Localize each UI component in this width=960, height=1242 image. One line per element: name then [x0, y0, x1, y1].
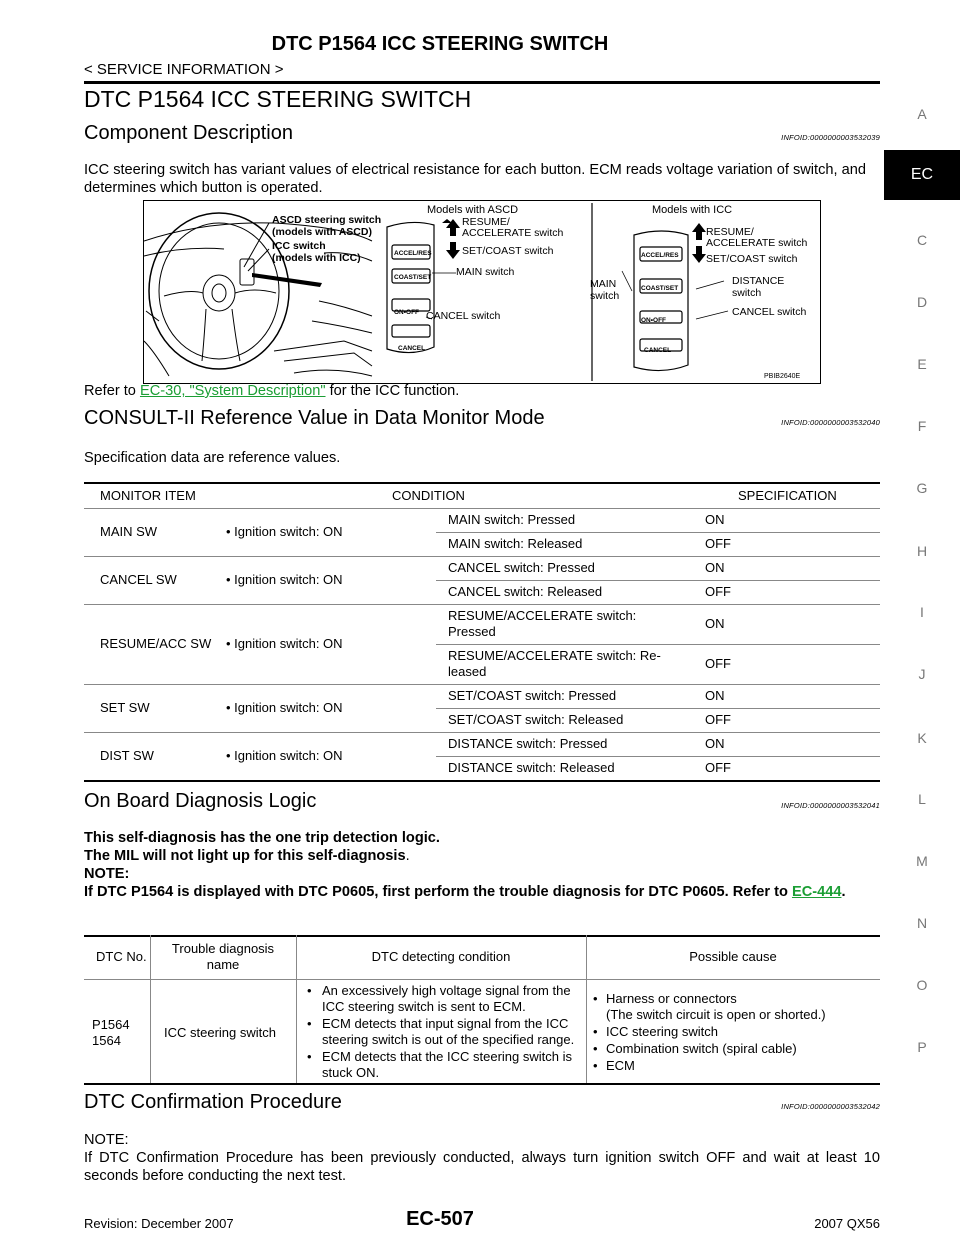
icc-distance-2: switch	[732, 287, 762, 299]
sub-condition: CANCEL switch: Pressed	[448, 560, 595, 575]
confirmation-note-label: NOTE:	[84, 1132, 129, 1148]
dtc-condition-item: An excessively high voltage signal from the ICC steering switch is sent to ECM.	[322, 983, 571, 1014]
sidebar-item-m[interactable]: M	[916, 853, 928, 869]
system-description-link[interactable]: EC-30, "System Description"	[139, 383, 326, 399]
ascd-set: SET/COAST switch	[462, 245, 554, 257]
icc-arrows-icon	[692, 223, 706, 263]
sub-condition: DISTANCE switch: Released	[448, 760, 615, 775]
ec-444-link[interactable]: EC-444	[791, 884, 842, 900]
confirmation-note-text: If DTC Confirmation Procedure has been previously conducted, always turn ignition switch OFF and wait at least 10 seconds before conducting the next test.	[84, 1150, 880, 1184]
icc-resume-2: ACCELERATE switch	[706, 237, 808, 249]
footer-revision: Revision: December 2007	[84, 1216, 234, 1231]
column-header: CONDITION	[392, 488, 465, 503]
specification: ON	[705, 616, 725, 631]
specification: ON	[705, 688, 725, 703]
bullet: •	[593, 1024, 598, 1039]
obd-line2-text: The MIL will not light up for this self-diagnosis	[84, 848, 406, 864]
sidebar-item-f[interactable]: F	[917, 418, 927, 434]
specification: OFF	[705, 536, 731, 551]
sidebar-item-active[interactable]: EC	[884, 150, 960, 200]
page-header-title: DTC P1564 ICC STEERING SWITCH	[271, 33, 609, 55]
sub-condition: RESUME/ACCELERATE switch: Re- leased	[448, 648, 661, 679]
sidebar-item-d[interactable]: D	[916, 294, 928, 310]
dtc-table-bottom-rule	[84, 1083, 880, 1085]
bullet: •	[307, 1049, 312, 1064]
specification: ON	[705, 736, 725, 751]
dtc-header-divider	[84, 979, 880, 980]
sub-condition: RESUME/ACCELERATE switch: Pressed	[448, 608, 637, 639]
ascd-main: MAIN switch	[456, 266, 515, 278]
icc-btn-accel: ACCEL/RES	[641, 252, 679, 259]
confirmation-heading: DTC Confirmation Procedure	[84, 1091, 342, 1113]
ascd-btn-accel: ACCEL/RES	[394, 250, 432, 257]
obd-note-end: .	[841, 884, 846, 900]
specification: OFF	[705, 712, 731, 727]
ascd-resume-2: ACCELERATE switch	[462, 227, 564, 239]
specification: ON	[705, 560, 725, 575]
condition: • Ignition switch: ON	[226, 748, 343, 763]
section-label: < SERVICE INFORMATION >	[84, 61, 284, 78]
column-header: Possible cause	[689, 949, 777, 964]
ascd-switch-illustration	[372, 219, 452, 359]
table-bottom-rule	[84, 780, 880, 782]
sidebar-item-g[interactable]: G	[916, 480, 928, 496]
dtc-name: ICC steering switch	[164, 1025, 276, 1040]
steering-switch-figure	[143, 200, 821, 384]
condition: • Ignition switch: ON	[226, 524, 343, 539]
refer-suffix: for the ICC function.	[325, 383, 460, 399]
sidebar-item-a[interactable]: A	[917, 106, 927, 122]
row-divider	[84, 684, 880, 685]
sub-condition: DISTANCE switch: Pressed	[448, 736, 608, 751]
header-rule	[84, 81, 880, 84]
dtc-condition-item: ECM detects that input signal from the ICC steering switch is out of the specified range.	[322, 1016, 575, 1047]
specification: OFF	[705, 584, 731, 599]
col-divider	[296, 935, 297, 1083]
row-divider	[84, 556, 880, 557]
row-divider	[84, 732, 880, 733]
sub-divider	[436, 644, 880, 645]
bullet: •	[307, 1016, 312, 1031]
monitor-item: SET SW	[100, 700, 150, 715]
condition: • Ignition switch: ON	[226, 700, 343, 715]
monitor-item: DIST SW	[100, 748, 154, 763]
icc-btn-coast: COAST/SET	[641, 285, 679, 292]
sidebar-item-j[interactable]: J	[918, 666, 926, 682]
icc-title: Models with ICC	[652, 204, 733, 216]
callout-ascd-2: (models with ASCD)	[272, 226, 372, 238]
monitor-item: CANCEL SW	[100, 572, 177, 587]
obd-heading: On Board Diagnosis Logic	[84, 790, 317, 812]
icc-resume-1: RESUME/	[706, 226, 754, 238]
icc-btn-onoff: ON•OFF	[641, 317, 667, 324]
refer-line	[84, 382, 880, 400]
bullet: •	[593, 991, 598, 1006]
component-description-text: ICC steering switch has variant values of electrical resistance for each button. ECM reads voltage variation of switch, and determines which button is operated.	[84, 162, 866, 196]
bullet: •	[593, 1041, 598, 1056]
obd-line2-end: .	[405, 848, 410, 864]
consult-note: Specification data are reference values.	[84, 450, 341, 466]
ascd-btn-cancel: CANCEL	[398, 345, 426, 352]
sub-condition: CANCEL switch: Released	[448, 584, 603, 599]
dtc-condition-item: ECM detects that the ICC steering switch is stuck ON.	[322, 1049, 572, 1080]
icc-main-1: MAIN	[590, 278, 617, 290]
column-header: DTC No.	[96, 949, 147, 964]
obd-note-text: If DTC P1564 is displayed with DTC P0605, first perform the trouble diagnosis for DTC P0605. Refer to	[84, 884, 788, 900]
icc-btn-cancel: CANCEL	[644, 347, 672, 354]
monitor-item: RESUME/ACC SW	[100, 636, 212, 651]
sub-condition: MAIN switch: Released	[448, 536, 583, 551]
sub-divider	[436, 532, 880, 533]
sub-condition: SET/COAST switch: Pressed	[448, 688, 617, 703]
ascd-title: Models with ASCD	[427, 204, 519, 216]
header-divider	[84, 508, 880, 509]
callout-icc-2: (models with ICC)	[272, 252, 361, 264]
ascd-resume-1: RESUME/	[462, 216, 510, 228]
obd-note	[84, 883, 880, 901]
sub-condition: SET/COAST switch: Released	[448, 712, 624, 727]
condition: • Ignition switch: ON	[226, 572, 343, 587]
infoid-obd: INFOID:0000000003532041	[781, 801, 880, 810]
bullet: •	[593, 1058, 598, 1073]
sidebar-item-c[interactable]: C	[916, 232, 928, 248]
sidebar-item-h[interactable]: H	[916, 543, 928, 559]
sub-divider	[436, 580, 880, 581]
figure-code: PBIB2640E	[764, 373, 801, 380]
infoid-consult: INFOID:0000000003532040	[781, 418, 880, 427]
footer-page-number: EC-507	[406, 1208, 474, 1230]
ascd-cancel: CANCEL switch	[426, 310, 501, 322]
column-header: MONITOR ITEM	[100, 488, 196, 503]
dtc-table-top-rule	[84, 935, 880, 937]
col-divider	[150, 935, 151, 1083]
row-divider	[84, 604, 880, 605]
icc-cancel: CANCEL switch	[732, 306, 807, 318]
callout-ascd-1: ASCD steering switch	[272, 214, 382, 226]
icc-set: SET/COAST switch	[706, 253, 798, 265]
condition: • Ignition switch: ON	[226, 636, 343, 651]
infoid-confirmation: INFOID:0000000003532042	[781, 1102, 880, 1111]
table-top-rule	[84, 482, 880, 484]
ascd-arrows-icon	[446, 219, 460, 259]
sidebar-item-i[interactable]: I	[920, 604, 924, 620]
obd-note-label: NOTE:	[84, 866, 130, 882]
ascd-btn-onoff: ON•OFF	[394, 309, 420, 316]
sidebar-item-e[interactable]: E	[917, 356, 927, 372]
sidebar-item-l[interactable]: L	[918, 791, 926, 807]
col-divider	[586, 935, 587, 1083]
refer-prefix: Refer to	[84, 383, 140, 399]
ascd-btn-coast: COAST/SET	[394, 274, 432, 281]
possible-cause-item: ICC steering switch	[606, 1024, 718, 1039]
obd-line2	[84, 847, 880, 865]
main-title: DTC P1564 ICC STEERING SWITCH	[84, 86, 472, 112]
column-header: Trouble diagnosis name	[171, 941, 275, 972]
possible-cause-item: Harness or connectors (The switch circuit is open or shorted.)	[606, 991, 826, 1022]
dtc-number: P1564 1564	[92, 1017, 130, 1048]
sidebar-item-o[interactable]: O	[916, 977, 928, 993]
sidebar-item-k[interactable]: K	[917, 730, 927, 746]
possible-cause-item: Combination switch (spiral cable)	[606, 1041, 797, 1056]
possible-cause-item: ECM	[606, 1058, 635, 1073]
monitor-item: MAIN SW	[100, 524, 158, 539]
footer-model: 2007 QX56	[814, 1216, 880, 1231]
icc-main-2: switch	[590, 290, 620, 302]
infoid-component: INFOID:0000000003532039	[781, 133, 880, 142]
callout-icc-1: ICC switch	[272, 240, 326, 252]
sidebar-item-p[interactable]: P	[917, 1039, 927, 1055]
consult-heading: CONSULT-II Reference Value in Data Monitor Mode	[84, 407, 545, 429]
sub-condition: MAIN switch: Pressed	[448, 512, 576, 527]
sidebar-item-n[interactable]: N	[916, 915, 928, 931]
obd-line1: This self-diagnosis has the one trip detection logic.	[84, 830, 440, 846]
specification: ON	[705, 512, 725, 527]
specification: OFF	[705, 760, 731, 775]
icc-distance-1: DISTANCE	[732, 275, 785, 287]
sub-divider	[436, 708, 880, 709]
component-description-heading: Component Description	[84, 122, 293, 144]
column-header: DTC detecting condition	[371, 949, 511, 964]
specification: OFF	[705, 656, 731, 671]
bullet: •	[307, 983, 312, 998]
column-header: SPECIFICATION	[738, 488, 837, 503]
sub-divider	[436, 756, 880, 757]
